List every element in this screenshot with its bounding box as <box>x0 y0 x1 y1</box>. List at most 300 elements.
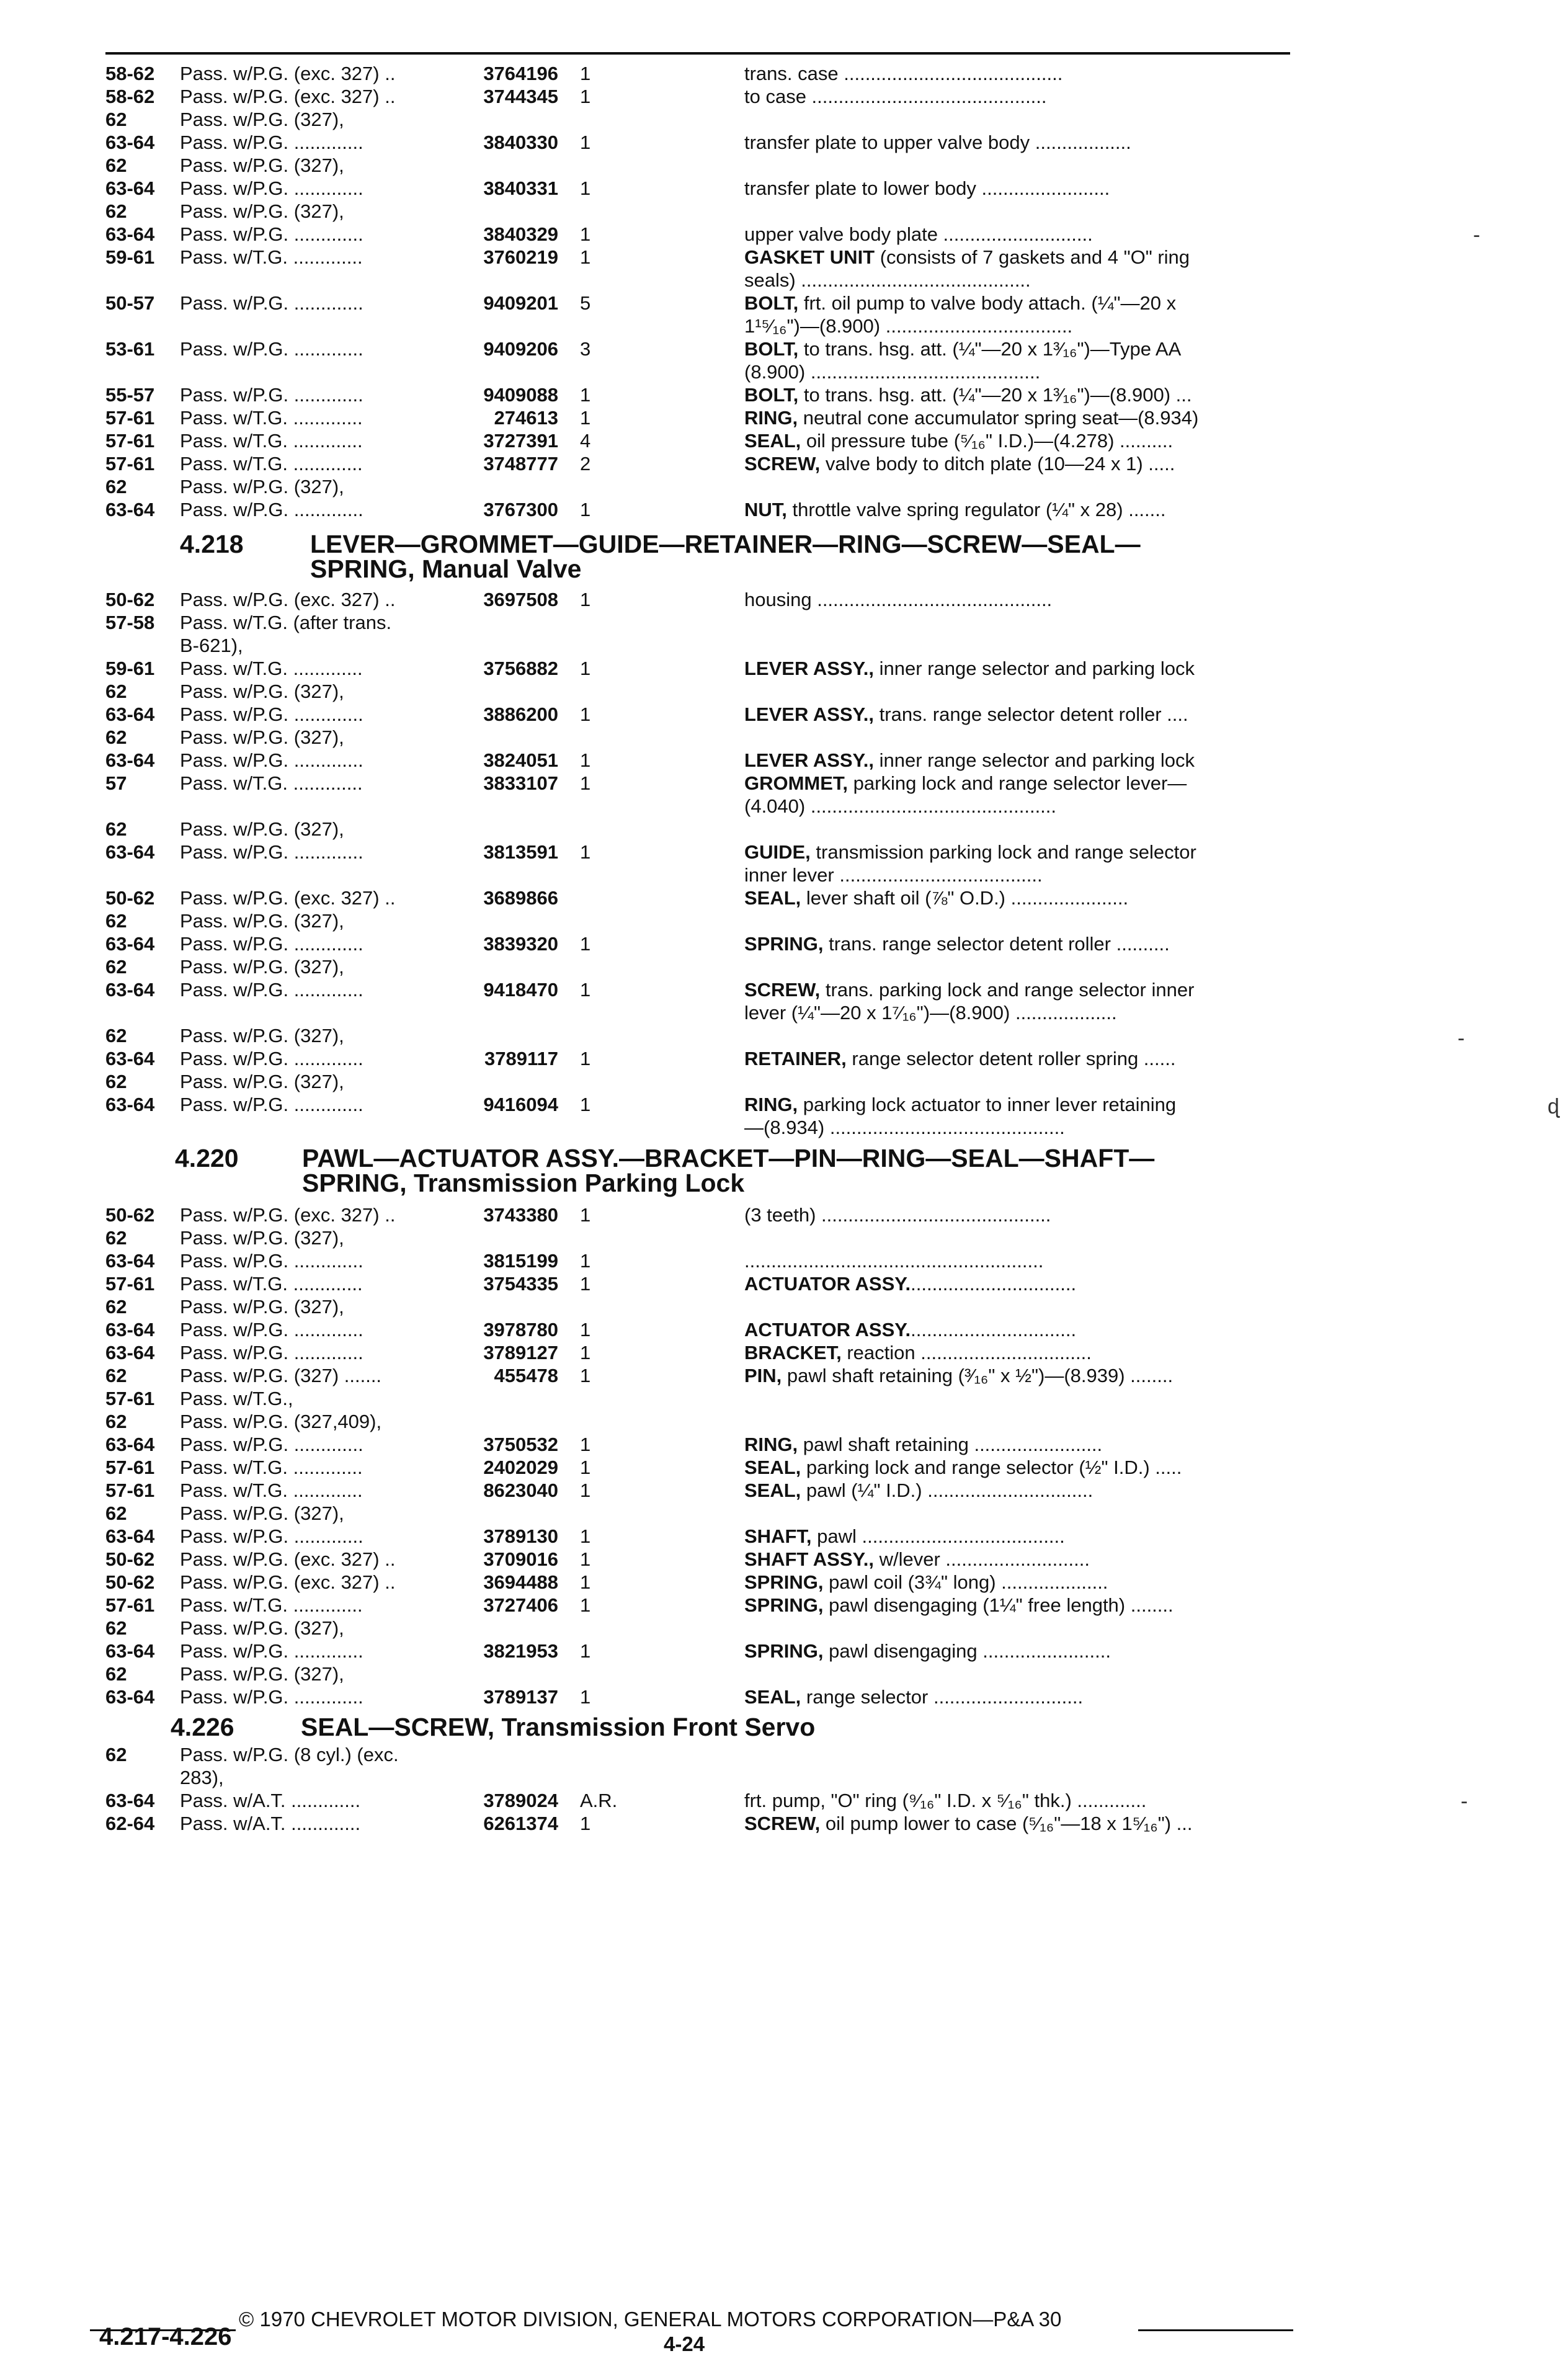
part-description <box>744 131 1290 154</box>
application: Pass. w/P.G. ............. <box>180 1048 363 1069</box>
part-name: PIN, <box>744 1365 782 1386</box>
part-name: SHAFT ASSY., <box>744 1548 874 1570</box>
parts-row <box>0 1226 1568 1249</box>
application: Pass. w/P.G. ............. <box>180 1094 363 1115</box>
part-name: SPRING, <box>744 1571 824 1593</box>
application: Pass. w/P.G. ............. <box>180 1686 363 1708</box>
parts-row <box>0 978 1568 1001</box>
application: Pass. w/P.G. ............. <box>180 499 363 520</box>
part-description <box>744 1341 1290 1364</box>
quantity: 1 <box>580 86 591 107</box>
parts-row <box>0 452 1568 475</box>
parts-row <box>0 1456 1568 1479</box>
part-number: 3689866 <box>483 887 558 909</box>
application: Pass. w/P.G. (327), <box>180 109 344 130</box>
parts-row <box>0 657 1568 680</box>
model-year: 62 <box>105 1411 127 1432</box>
part-detail: (4.040) .............................................. <box>744 795 1057 817</box>
application: Pass. w/P.G. ............. <box>180 338 363 360</box>
model-year: 62 <box>105 1663 127 1685</box>
part-description <box>744 85 1290 108</box>
part-number: 3767300 <box>483 499 558 520</box>
application: Pass. w/P.G. (327), <box>180 1227 344 1249</box>
part-description <box>744 1001 1290 1024</box>
part-detail: parking lock and range selector lever— <box>848 772 1187 794</box>
part-detail: 1¹⁵⁄₁₆")—(8.900) ................................... <box>744 315 1073 337</box>
parts-row <box>0 1479 1568 1502</box>
parts-row <box>0 1318 1568 1341</box>
application: Pass. w/P.G. ............. <box>180 749 363 771</box>
part-detail: seals) ........................................... <box>744 269 1031 291</box>
model-year: 62 <box>105 1744 127 1765</box>
part-description <box>744 452 1290 475</box>
parts-row <box>0 1387 1568 1410</box>
parts-row <box>0 1116 1568 1139</box>
model-year: 62 <box>105 109 127 130</box>
part-name: RETAINER, <box>744 1048 847 1069</box>
part-number: 3756882 <box>483 658 558 679</box>
quantity: 1 <box>580 1640 591 1662</box>
parts-row <box>0 108 1568 131</box>
application: Pass. w/P.G. ............. <box>180 177 363 199</box>
quantity: 1 <box>580 1594 591 1616</box>
application: Pass. w/P.G. (327), <box>180 956 344 978</box>
part-description <box>744 841 1290 863</box>
part-detail: trans. parking lock and range selector inner <box>820 979 1195 1001</box>
model-year: 59-61 <box>105 246 155 268</box>
part-number: 3824051 <box>483 749 558 771</box>
parts-row <box>0 1789 1568 1812</box>
part-description <box>744 932 1290 955</box>
model-year: 50-57 <box>105 292 155 314</box>
heading-4220-title-line2: SPRING, Transmission Parking Lock <box>302 1169 745 1197</box>
application: Pass. w/P.G. (exc. 327) .. <box>180 1571 396 1593</box>
model-year: 62 <box>105 680 127 702</box>
part-description <box>744 292 1290 315</box>
quantity: 1 <box>580 703 591 725</box>
part-detail: pawl coil (3¾" long) .................... <box>823 1571 1108 1593</box>
application: Pass. w/P.G. (327), <box>180 1663 344 1685</box>
model-year: 62-64 <box>105 1813 155 1834</box>
parts-row <box>0 1001 1568 1024</box>
parts-row <box>0 200 1568 223</box>
application: Pass. w/P.G. (327) ....... <box>180 1365 382 1386</box>
model-year: 57-61 <box>105 430 155 452</box>
application: Pass. w/P.G. (327), <box>180 476 344 498</box>
application: Pass. w/P.G. (exc. 327) .. <box>180 63 396 84</box>
part-description <box>744 1433 1290 1456</box>
footer-rule-right <box>1138 2329 1293 2331</box>
part-number: 455478 <box>494 1365 558 1386</box>
application: Pass. w/P.G. ............. <box>180 1319 363 1341</box>
part-number: 3754335 <box>483 1273 558 1295</box>
part-name: BOLT, <box>744 384 799 406</box>
part-description <box>744 1548 1290 1571</box>
part-detail: pawl shaft retaining (³⁄₁₆" x ½")—(8.939) ........ <box>782 1365 1174 1386</box>
model-year: 62 <box>105 1025 127 1046</box>
parts-row <box>0 703 1568 726</box>
model-year: 62 <box>105 1365 127 1386</box>
part-detail: —(8.934) ............................................ <box>744 1117 1065 1138</box>
model-year: 62 <box>105 154 127 176</box>
parts-row <box>0 62 1568 85</box>
part-description <box>744 1812 1290 1835</box>
application: Pass. w/P.G. ............. <box>180 1525 363 1547</box>
application: Pass. w/P.G. ............. <box>180 384 363 406</box>
part-description <box>744 246 1290 269</box>
part-number: 3727406 <box>483 1594 558 1616</box>
part-name: RING, <box>744 407 798 429</box>
application: Pass. w/P.G. ............. <box>180 292 363 314</box>
model-year: 50-62 <box>105 1548 155 1570</box>
part-number: 3748777 <box>483 453 558 475</box>
application: Pass. w/P.G. (327), <box>180 1617 344 1639</box>
part-number: 3840330 <box>483 132 558 153</box>
parts-row <box>0 1070 1568 1093</box>
application: Pass. w/P.G. (exc. 327) .. <box>180 86 396 107</box>
parts-row <box>0 1410 1568 1433</box>
model-year: 50-62 <box>105 1571 155 1593</box>
part-detail: trans. range selector detent roller .......... <box>823 933 1170 955</box>
quantity: 1 <box>580 589 591 610</box>
top-rule <box>105 52 1290 55</box>
part-description <box>744 863 1290 886</box>
parts-row <box>0 1024 1568 1047</box>
application: Pass. w/A.T. ............. <box>180 1790 361 1811</box>
part-description <box>744 223 1290 246</box>
heading-4218-title-line2: SPRING, Manual Valve <box>310 555 582 583</box>
part-name: LEVER ASSY., <box>744 703 875 725</box>
part-detail: pawl disengaging (1¼" free length) ........ <box>823 1594 1174 1616</box>
quantity: 1 <box>580 1048 591 1069</box>
quantity: 1 <box>580 1094 591 1115</box>
model-year: 62 <box>105 910 127 932</box>
model-year: 62 <box>105 956 127 978</box>
parts-row <box>0 177 1568 200</box>
part-number: 3750532 <box>483 1434 558 1455</box>
part-description <box>744 1249 1290 1272</box>
scan-speck: - <box>1461 1790 1468 1813</box>
application: Pass. w/T.G. ............. <box>180 658 363 679</box>
model-year: 62 <box>105 1071 127 1092</box>
application: Pass. w/P.G. (exc. 327) .. <box>180 1548 396 1570</box>
parts-row <box>0 337 1568 360</box>
model-year: 63-64 <box>105 1048 155 1069</box>
parts-row <box>0 932 1568 955</box>
part-number: 8623040 <box>483 1479 558 1501</box>
parts-row <box>0 611 1568 634</box>
parts-row <box>0 680 1568 703</box>
application: Pass. w/T.G. ............. <box>180 430 363 452</box>
quantity: 1 <box>580 1342 591 1363</box>
part-name: SCREW, <box>744 1813 821 1834</box>
parts-row <box>0 1662 1568 1685</box>
part-description <box>744 1525 1290 1548</box>
part-description <box>744 1093 1290 1116</box>
part-detail: parking lock and range selector (½" I.D.) ..... <box>801 1457 1182 1478</box>
part-description <box>744 360 1290 383</box>
part-description <box>744 1456 1290 1479</box>
quantity: 1 <box>580 933 591 955</box>
quantity: 1 <box>580 384 591 406</box>
parts-row <box>0 1571 1568 1594</box>
heading-4220-title-line1: PAWL—ACTUATOR ASSY.—BRACKET—PIN—RING—SEAL—SHAFT— <box>302 1144 1155 1172</box>
footer-section-range: 4.217-4.226 <box>99 2323 232 2350</box>
part-number: 3840331 <box>483 177 558 199</box>
part-number: 2402029 <box>483 1457 558 1478</box>
model-year: 53-61 <box>105 338 155 360</box>
application: Pass. w/T.G. ............. <box>180 246 363 268</box>
part-name: LEVER ASSY., <box>744 749 875 771</box>
part-detail: pawl ...................................... <box>811 1525 1065 1547</box>
model-year: 62 <box>105 1227 127 1249</box>
application: Pass. w/P.G. (327), <box>180 154 344 176</box>
quantity: 1 <box>580 1434 591 1455</box>
part-name: RING, <box>744 1094 798 1115</box>
part-number: 3727391 <box>483 430 558 452</box>
parts-row <box>0 863 1568 886</box>
model-year: 57-58 <box>105 612 155 633</box>
quantity: 1 <box>580 1457 591 1478</box>
quantity: 1 <box>580 1813 591 1834</box>
heading-4226-number: 4.226 <box>171 1713 234 1741</box>
model-year: 55-57 <box>105 384 155 406</box>
parts-row <box>0 772 1568 795</box>
application: Pass. w/T.G. ............. <box>180 1273 363 1295</box>
part-detail: oil pump lower to case (⁵⁄₁₆"—18 x 1⁵⁄₁₆") ... <box>820 1813 1193 1834</box>
application: Pass. w/P.G. (327), <box>180 1025 344 1046</box>
parts-row <box>0 749 1568 772</box>
application: Pass. w/A.T. ............. <box>180 1813 361 1834</box>
application: Pass. w/P.G. (327,409), <box>180 1411 382 1432</box>
quantity: 3 <box>580 338 591 360</box>
application: Pass. w/T.G. ............. <box>180 772 363 794</box>
part-detail: inner lever ...................................... <box>744 864 1043 886</box>
parts-row <box>0 588 1568 611</box>
parts-row <box>0 1364 1568 1387</box>
model-year: 63-64 <box>105 749 155 771</box>
model-year: 62 <box>105 1296 127 1318</box>
part-number: 3815199 <box>483 1250 558 1272</box>
model-year: 63-64 <box>105 1094 155 1115</box>
model-year: 63-64 <box>105 841 155 863</box>
part-detail: range selector detent roller spring ...... <box>846 1048 1176 1069</box>
parts-row <box>0 1093 1568 1116</box>
model-year: 63-64 <box>105 1525 155 1547</box>
part-detail: transmission parking lock and range selector <box>810 841 1196 863</box>
part-description <box>744 1364 1290 1387</box>
part-description <box>744 1318 1290 1341</box>
quantity: 5 <box>580 292 591 314</box>
application: Pass. w/P.G. ............. <box>180 703 363 725</box>
part-number: 3789127 <box>483 1342 558 1363</box>
application: Pass. w/P.G. ............. <box>180 1342 363 1363</box>
application: Pass. w/P.G. (exc. 327) .. <box>180 887 396 909</box>
parts-row <box>0 1594 1568 1617</box>
model-year: 63-64 <box>105 177 155 199</box>
part-name: ACTUATOR ASSY. <box>744 1319 911 1341</box>
part-description <box>744 978 1290 1001</box>
part-number: 3744345 <box>483 86 558 107</box>
part-description <box>744 1116 1290 1139</box>
application: Pass. w/P.G. (327), <box>180 726 344 748</box>
part-number: 3813591 <box>483 841 558 863</box>
application: Pass. w/P.G. ............. <box>180 979 363 1001</box>
part-detail: neutral cone accumulator spring seat—(8.934) <box>798 407 1199 429</box>
parts-row <box>0 1766 1568 1789</box>
part-number: 3886200 <box>483 703 558 725</box>
section-4217-rows <box>0 62 1568 521</box>
footer-copyright: © 1970 CHEVROLET MOTOR DIVISION, GENERAL MOTORS CORPORATION—P&A 30 <box>239 2308 1062 2331</box>
part-number: 3978780 <box>483 1319 558 1341</box>
parts-row <box>0 498 1568 521</box>
part-number: 274613 <box>494 407 558 429</box>
application: Pass. w/P.G. (327), <box>180 1296 344 1318</box>
model-year: 57-61 <box>105 1594 155 1616</box>
part-description <box>744 703 1290 726</box>
scan-speck: - <box>1458 1027 1465 1050</box>
model-year: 63-64 <box>105 132 155 153</box>
part-description <box>744 406 1290 429</box>
part-detail: transfer plate to lower body ........................ <box>744 177 1110 199</box>
parts-row <box>0 1685 1568 1708</box>
quantity: 1 <box>580 1479 591 1501</box>
parts-row <box>0 818 1568 841</box>
model-year: 63-64 <box>105 1434 155 1455</box>
section-4220-rows <box>0 1203 1568 1708</box>
part-detail: range selector ............................ <box>801 1686 1084 1708</box>
part-description <box>744 1272 1290 1295</box>
part-detail: (consists of 7 gaskets and 4 "O" ring <box>875 246 1190 268</box>
part-name: SPRING, <box>744 933 824 955</box>
part-number: 9416094 <box>483 1094 558 1115</box>
quantity: 1 <box>580 749 591 771</box>
model-year: 50-62 <box>105 1204 155 1226</box>
quantity: 1 <box>580 407 591 429</box>
section-4218-rows <box>0 588 1568 1139</box>
quantity: 1 <box>580 223 591 245</box>
application: Pass. w/P.G. ............. <box>180 132 363 153</box>
quantity: 1 <box>580 1365 591 1386</box>
quantity: 1 <box>580 1525 591 1547</box>
part-number: 3789117 <box>484 1048 558 1069</box>
part-description <box>744 886 1290 909</box>
model-year: 62 <box>105 476 127 498</box>
part-number: 3709016 <box>483 1548 558 1570</box>
parts-row <box>0 246 1568 269</box>
part-description <box>744 749 1290 772</box>
parts-row <box>0 85 1568 108</box>
model-year: 63-64 <box>105 933 155 955</box>
part-detail: to trans. hsg. att. (¼"—20 x 1³⁄₁₆")—(8.900) ... <box>798 384 1192 406</box>
application: Pass. w/T.G. (after trans. <box>180 612 392 633</box>
application: Pass. w/T.G. ............. <box>180 1479 363 1501</box>
part-name: GUIDE, <box>744 841 811 863</box>
model-year: 57 <box>105 772 127 794</box>
model-year: 58-62 <box>105 63 155 84</box>
application: 283), <box>180 1767 224 1788</box>
footer-page-number: 4-24 <box>664 2332 705 2355</box>
application: Pass. w/P.G. ............. <box>180 933 363 955</box>
part-number: 6261374 <box>483 1813 558 1834</box>
quantity: 1 <box>580 1548 591 1570</box>
part-name: LEVER ASSY., <box>744 658 875 679</box>
application: Pass. w/P.G. (327), <box>180 1071 344 1092</box>
application: Pass. w/P.G. ............. <box>180 841 363 863</box>
part-name: SEAL, <box>744 430 801 452</box>
heading-4220-number: 4.220 <box>175 1144 239 1172</box>
part-name: RING, <box>744 1434 798 1455</box>
part-description <box>744 1203 1290 1226</box>
parts-row <box>0 223 1568 246</box>
parts-row <box>0 1812 1568 1835</box>
parts-row <box>0 726 1568 749</box>
part-description <box>744 1571 1290 1594</box>
heading-4226-title: SEAL—SCREW, Transmission Front Servo <box>301 1713 816 1741</box>
application: Pass. w/P.G. ............. <box>180 1250 363 1272</box>
part-number: 3743380 <box>483 1204 558 1226</box>
part-detail: transfer plate to upper valve body .................. <box>744 132 1131 153</box>
part-detail: pawl disengaging ........................ <box>823 1640 1111 1662</box>
part-name: SCREW, <box>744 979 821 1001</box>
model-year: 57-61 <box>105 1273 155 1295</box>
model-year: 63-64 <box>105 1319 155 1341</box>
part-description <box>744 498 1290 521</box>
quantity: 1 <box>580 1204 591 1226</box>
model-year: 58-62 <box>105 86 155 107</box>
part-name: ACTUATOR ASSY. <box>744 1273 911 1295</box>
part-description <box>744 657 1290 680</box>
part-detail: reaction ................................ <box>841 1342 1092 1363</box>
parts-row <box>0 315 1568 337</box>
part-name: GROMMET, <box>744 772 849 794</box>
application: Pass. w/T.G. ............. <box>180 1457 363 1478</box>
quantity: 1 <box>580 246 591 268</box>
quantity: 1 <box>580 841 591 863</box>
part-name: SEAL, <box>744 1457 801 1478</box>
parts-row <box>0 1272 1568 1295</box>
model-year: 63-64 <box>105 979 155 1001</box>
model-year: 62 <box>105 726 127 748</box>
part-name: NUT, <box>744 499 787 520</box>
quantity: 1 <box>580 1273 591 1295</box>
part-detail: (8.900) ........................................... <box>744 361 1041 383</box>
part-name: GASKET UNIT <box>744 246 875 268</box>
part-detail: valve body to ditch plate (10—24 x 1) ..... <box>820 453 1175 475</box>
parts-row <box>0 1249 1568 1272</box>
part-number: 3760219 <box>483 246 558 268</box>
model-year: 57-61 <box>105 453 155 475</box>
part-detail: lever (¼"—20 x 1⁷⁄₁₆")—(8.900) ................... <box>744 1002 1117 1024</box>
model-year: 62 <box>105 818 127 840</box>
parts-row <box>0 383 1568 406</box>
scan-speck: - <box>1473 223 1481 247</box>
parts-row <box>0 1502 1568 1525</box>
part-detail: ............................... <box>911 1319 1077 1341</box>
model-year: 57-61 <box>105 407 155 429</box>
part-detail: parking lock actuator to inner lever retaining <box>798 1094 1177 1115</box>
parts-row <box>0 1617 1568 1640</box>
part-description <box>744 795 1290 818</box>
application: Pass. w/T.G. ............. <box>180 407 363 429</box>
part-number: 9418470 <box>483 979 558 1001</box>
part-detail: w/lever ........................... <box>874 1548 1090 1570</box>
application: Pass. w/P.G. (exc. 327) .. <box>180 589 396 610</box>
model-year: 63-64 <box>105 1250 155 1272</box>
application: B-621), <box>180 635 243 656</box>
scan-speck: ɖ <box>1548 1095 1559 1118</box>
parts-row <box>0 886 1568 909</box>
